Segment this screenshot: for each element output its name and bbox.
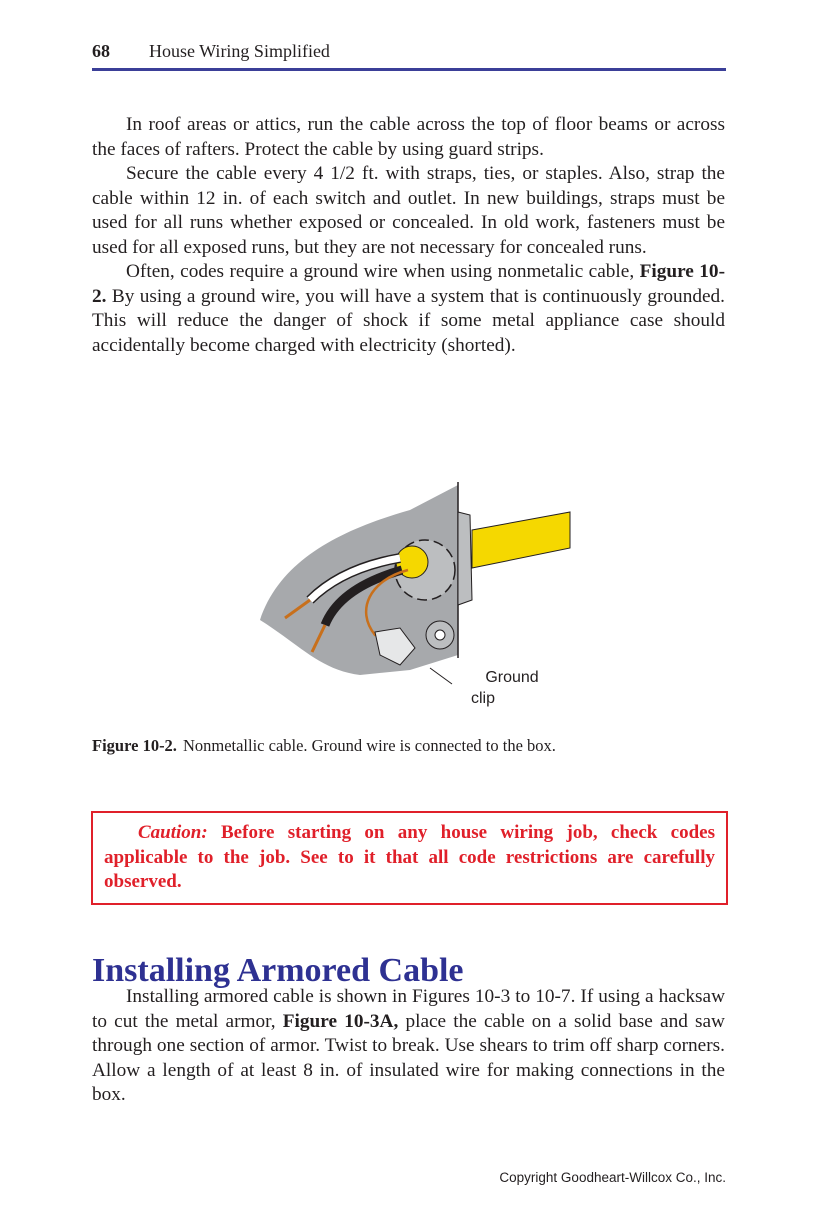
caution-label: Caution: [138,822,208,843]
book-title: House Wiring Simplified [149,41,330,61]
caution-box: Caution: Before starting on any house wiring job, check codes applicable to the job. See to it that all code restrictions are carefully observed. [91,811,728,905]
figure-nonmetallic-cable-illustration [240,470,580,710]
body-text-top [92,113,725,358]
figure-caption: Figure 10-2. Nonmetallic cable. Ground wire is connected to the box. [92,736,556,755]
figure-ref: Figure 10-3A, [282,1010,399,1032]
running-header [92,38,726,71]
copyright: Copyright Goodheart-Willcox Co., Inc. [499,1170,726,1185]
paragraph: Often, codes require a ground wire when using nonmetalic cable, Figure 10-2. By using a ground wire, you will have a system that is continuously grounded. This will reduce the danger of shock if some metal appliance case should accidentally become charged with electricity (shorted). [92,261,725,356]
body-text-bottom [92,985,725,1108]
ground-clip-label-2: clip [470,690,496,707]
figure-ref: Figure 10-2. [92,261,725,307]
section-heading: Installing Armored Cable [92,952,464,989]
ground-clip-label: Ground [485,669,539,686]
paragraph: Secure the cable every 4 1/2 ft. with straps, ties, or staples. Also, strap the cable within 12 in. of each switch and outlet. In new buildings, straps must be used for all runs whether exposed or concealed. In old work, fasteners must be used for all exposed runs, but they are not necessary for concealed runs. [92,163,725,258]
paragraph: In roof areas or attics, run the cable across the top of floor beams or across the faces of rafters. Protect the cable by using guard strips. [92,114,725,160]
paragraph: Installing armored cable is shown in Figures 10-3 to 10-7. If using a hacksaw to cut the metal armor, Figure 10-3A, place the cable on a solid base and saw through one section of armor. Twist to break. Use shears to trim off sharp corners. Allow a length of at least 8 in. of insulated wire for making connections in the box. [92,986,725,1105]
page-number: 68 [92,41,110,61]
